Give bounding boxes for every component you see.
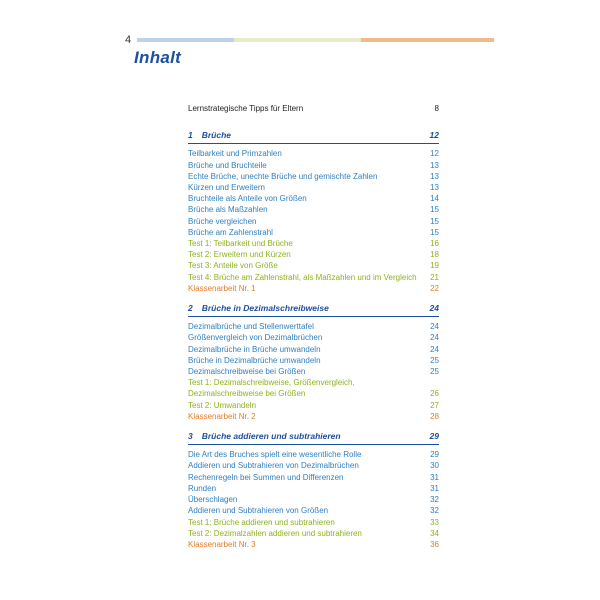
toc-entry-lesson[interactable] (188, 355, 439, 366)
toc-entry-label (188, 238, 299, 249)
toc-entry-label (188, 160, 273, 171)
table-of-contents (188, 103, 439, 559)
toc-entry-label-line: Dezimalschreibweise bei Größen (188, 389, 306, 399)
toc-entry-lesson[interactable] (188, 171, 439, 182)
page-title: Inhalt (134, 48, 182, 67)
toc-entry-test[interactable] (188, 272, 439, 283)
toc-entry-label-line: Addieren und Subtrahieren von Größen (188, 506, 329, 516)
spacer (188, 114, 439, 130)
toc-entry-label-line: Rechenregeln bei Summen und Differenzen (188, 472, 344, 482)
toc-entry-page: 19 (430, 261, 439, 271)
toc-entry-page: 21 (430, 272, 439, 282)
toc-entry-page: 25 (430, 367, 439, 377)
toc-entry-label-line: Test 2: Dezimalzahlen addieren und subtrahieren (188, 528, 362, 538)
toc-entry-label (188, 344, 327, 355)
toc-entry-page: 26 (430, 389, 439, 399)
toc-entry-lesson[interactable] (188, 472, 439, 483)
chapter-number: 1 (188, 130, 193, 141)
toc-entry-label-line: Klassenarbeit Nr. 2 (188, 411, 256, 421)
toc-entry-label-line: Test 4: Brüche am Zahlenstrahl, als Maßzahlen und im Vergleich (188, 272, 417, 282)
toc-entry-label (188, 148, 288, 159)
toc-entry-label-line: Die Art des Bruches spielt eine wesentliche Rolle (188, 450, 362, 460)
toc-entry-page: 32 (430, 495, 439, 505)
toc-entry-label-line: Brüche am Zahlenstrahl (188, 227, 273, 237)
toc-entry-page: 31 (430, 483, 439, 493)
toc-entry-label-line: Klassenarbeit Nr. 3 (188, 539, 256, 549)
toc-entry-test[interactable] (188, 517, 439, 528)
toc-entry-test[interactable] (188, 249, 439, 260)
toc-entry-page: 25 (430, 355, 439, 365)
chapter-number: 3 (188, 431, 193, 442)
toc-entry-label-line: Dezimalschreibweise bei Größen (188, 367, 306, 377)
toc-entry-label (188, 494, 243, 505)
chapter-page: 29 (429, 431, 439, 442)
toc-entry-exam[interactable] (188, 539, 439, 550)
toc-entry-label (188, 505, 334, 516)
toc-entry-page: 34 (430, 528, 439, 538)
toc-chapters (188, 130, 439, 550)
chapter-heading-label (188, 431, 347, 442)
chapter-heading-label (188, 303, 335, 314)
toc-entry-label (188, 249, 297, 260)
toc-entry-page: 24 (430, 333, 439, 343)
toc-entry-page: 28 (430, 411, 439, 421)
toc-entry-page: 13 (430, 160, 439, 170)
toc-entry-lesson[interactable] (188, 182, 439, 193)
toc-entry-page: 30 (430, 461, 439, 471)
toc-entry-lesson[interactable] (188, 344, 439, 355)
toc-entry-label (188, 539, 262, 550)
toc-entry-label (188, 517, 341, 528)
toc-entry-label-line: Größenvergleich von Dezimalbrüchen (188, 333, 323, 343)
toc-entry-lesson[interactable] (188, 460, 439, 471)
toc-entry-label (188, 366, 311, 377)
toc-entry-label-line: Brüche und Bruchteile (188, 160, 267, 170)
toc-entry-label (188, 483, 222, 494)
chapter-title: Brüche (201, 130, 232, 141)
toc-entry-label-line: Test 1: Brüche addieren und subtrahieren (188, 517, 335, 527)
toc-entry-label-line: Brüche in Dezimalbrüche umwandeln (188, 355, 321, 365)
toc-entry-label-line: Test 2: Umwandeln (188, 400, 257, 410)
toc-entry-label (188, 272, 423, 283)
toc-entry-page: 22 (430, 283, 439, 293)
toc-entry-test[interactable] (188, 528, 439, 539)
toc-entry-label-line: Brüche vergleichen (188, 216, 257, 226)
toc-entry-label (188, 449, 367, 460)
toc-entry-page: 18 (430, 250, 439, 260)
toc-entry-page: 15 (430, 216, 439, 226)
toc-entry-label (188, 528, 368, 539)
toc-entry-label (188, 472, 350, 483)
toc-entry-page: 31 (430, 472, 439, 482)
toc-entry-label (188, 171, 383, 182)
toc-entry-lesson[interactable] (188, 494, 439, 505)
toc-entry-lesson[interactable] (188, 366, 439, 377)
toc-entry-test[interactable] (188, 377, 439, 399)
toc-entry-label-line: Echte Brüche, unechte Brüche und gemischte Zahlen (188, 171, 378, 181)
toc-entry-exam[interactable] (188, 283, 439, 294)
toc-entry-label (188, 227, 279, 238)
toc-entry-page: 13 (430, 171, 439, 181)
toc-entry-page: 29 (430, 450, 439, 460)
toc-entry-lesson[interactable] (188, 227, 439, 238)
toc-entry-label-line: Addieren und Subtrahieren von Dezimalbrüchen (188, 461, 359, 471)
toc-entry-page: 33 (430, 517, 439, 527)
toc-entry-label (188, 182, 271, 193)
toc-entry-label (188, 216, 262, 227)
toc-entry-label-line: Dezimalbrüche in Brüche umwandeln (188, 344, 321, 354)
toc-entry-label (188, 411, 262, 422)
page-number: 4 (125, 34, 132, 46)
toc-entry-label-line: Brüche als Maßzahlen (188, 205, 268, 215)
toc-entry-test[interactable] (188, 238, 439, 249)
toc-entry-page: 16 (430, 239, 439, 249)
chapter-heading-3[interactable] (188, 431, 439, 445)
toc-intro-entry[interactable] (188, 103, 439, 114)
toc-entry-exam[interactable] (188, 411, 439, 422)
toc-entry-lesson[interactable] (188, 148, 439, 159)
toc-entry-test[interactable] (188, 260, 439, 271)
toc-entry-label (188, 400, 262, 411)
toc-entry-page: 36 (430, 539, 439, 549)
toc-entry-lesson[interactable] (188, 216, 439, 227)
toc-entry-label-line: Test 1: Teilbarkeit und Brüche (188, 239, 293, 249)
toc-entry-page: 27 (430, 400, 439, 410)
chapter-number: 2 (188, 303, 193, 314)
toc-entry-page: 32 (430, 506, 439, 516)
toc-entry-label-line: Test 2: Erweitern und Kürzen (188, 250, 291, 260)
header-color-bar (137, 38, 494, 42)
toc-entry-lesson[interactable] (188, 160, 439, 171)
chapter-page: 24 (429, 303, 439, 314)
toc-entry-lesson[interactable] (188, 505, 439, 516)
toc-entry-page: 15 (430, 205, 439, 215)
toc-entry-label-line: Test 1: Dezimalschreibweise, Größenvergleich, (188, 378, 355, 388)
toc-entry-lesson[interactable] (188, 483, 439, 494)
toc-entry-lesson[interactable] (188, 321, 439, 332)
header-bar-orange-segment (361, 38, 494, 42)
toc-entry-label (188, 193, 313, 204)
chapter-title: Brüche addieren und subtrahieren (201, 431, 341, 442)
toc-entry-label-line: Teilbarkeit und Primzahlen (188, 149, 282, 159)
toc-entry-label-line: Bruchteile als Anteile von Größen (188, 194, 307, 204)
toc-entry-page: 24 (430, 344, 439, 354)
header-bar-green-segment (234, 38, 361, 42)
toc-entry-label (188, 321, 320, 332)
chapter-title: Brüche in Dezimalschreibweise (201, 303, 329, 314)
toc-entry-label-line: Kürzen und Erweitern (188, 183, 265, 193)
toc-entry-label-line: Dezimalbrüche und Stellenwerttafel (188, 322, 314, 332)
toc-entry-lesson[interactable] (188, 193, 439, 204)
toc-entry-page: 14 (430, 194, 439, 204)
toc-entry-label-line: Test 3: Anteile von Größe (188, 261, 278, 271)
chapter-heading-2[interactable] (188, 303, 439, 317)
toc-entry-label-line: Runden (188, 483, 217, 493)
toc-entry-lesson[interactable] (188, 204, 439, 215)
toc-entry-page: 24 (430, 322, 439, 332)
toc-entry-label-line: Klassenarbeit Nr. 1 (188, 283, 256, 293)
toc-entry-label: Lernstrategische Tipps für Eltern (188, 104, 304, 113)
toc-entry-page: 8 (434, 104, 439, 113)
toc-entry-label (188, 260, 284, 271)
chapter-heading-label (188, 130, 237, 141)
chapter-heading-1[interactable] (188, 130, 439, 144)
toc-entry-label (188, 204, 274, 215)
toc-entry-label (188, 460, 365, 471)
toc-entry-lesson[interactable] (188, 449, 439, 460)
toc-entry-page: 12 (430, 149, 439, 159)
toc-entry-lesson[interactable] (188, 332, 439, 343)
toc-entry-label-line: Überschlagen (188, 495, 238, 505)
chapter-page: 12 (429, 130, 439, 141)
toc-entry-label (188, 283, 262, 294)
toc-entry-label (188, 377, 361, 399)
toc-entry-label (188, 355, 327, 366)
toc-entry-label (188, 332, 328, 343)
toc-entry-test[interactable] (188, 400, 439, 411)
toc-entry-page: 15 (430, 227, 439, 237)
toc-entry-page: 13 (430, 183, 439, 193)
header-bar-blue-segment (137, 38, 234, 42)
